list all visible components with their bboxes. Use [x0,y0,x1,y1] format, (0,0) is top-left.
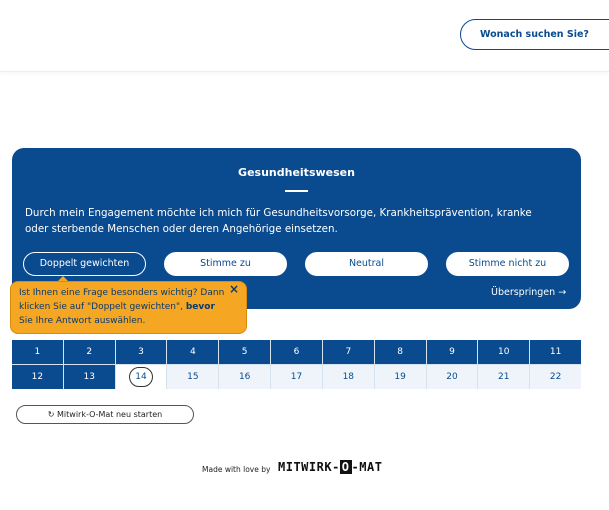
progress-cell[interactable]: 11 [530,340,581,364]
progress-cell[interactable]: 10 [478,340,529,364]
current-question-number: 14 [129,367,153,387]
progress-cell-current[interactable] [116,365,167,389]
disagree-button[interactable]: Stimme nicht zu [446,252,569,276]
title-divider [285,190,308,192]
progress-grid [12,340,581,389]
progress-cell[interactable]: 5 [219,340,270,364]
progress-cell[interactable]: 15 [167,365,218,389]
progress-cell[interactable]: 21 [478,365,529,389]
progress-cell[interactable]: 6 [271,340,322,364]
logo-right: -MAT [351,460,383,474]
logo-left: MITWIRK- [278,460,340,474]
progress-cell[interactable]: 17 [271,365,322,389]
logo-o: O [341,460,350,474]
progress-cell[interactable]: 1 [12,340,63,364]
progress-cell[interactable]: 12 [12,365,63,389]
agree-button[interactable]: Stimme zu [164,252,287,276]
hint-tooltip [10,281,247,334]
progress-cell[interactable]: 16 [219,365,270,389]
progress-cell[interactable]: 22 [530,365,581,389]
tooltip-text-bold: bevor [185,302,215,312]
made-with-text: Made with love by [202,465,271,474]
skip-link[interactable]: Überspringen → [491,287,567,298]
question-text: Durch mein Engagement möchte ich mich für Gesundheitsvorsorge, Krankheitsprävention, kranke oder sterbende Menschen oder deren Angehörige einsetzen. [25,207,532,235]
progress-cell[interactable]: 4 [167,340,218,364]
progress-cell[interactable]: 2 [64,340,115,364]
progress-cell[interactable]: 3 [116,340,167,364]
tooltip-text-start: Ist Ihnen eine Frage besonders wichtig? Dann klicken Sie auf "Doppelt gewichten", [19,288,225,312]
close-icon[interactable]: × [229,282,240,296]
neutral-button[interactable]: Neutral [305,252,428,276]
progress-cell[interactable]: 7 [323,340,374,364]
double-weight-button[interactable]: Doppelt gewichten [23,252,146,276]
progress-cell[interactable]: 20 [427,365,478,389]
top-bar [0,0,609,72]
progress-cell[interactable]: 19 [375,365,426,389]
search-button[interactable]: Wonach suchen Sie? [460,19,609,50]
progress-cell[interactable]: 8 [375,340,426,364]
progress-cell[interactable]: 18 [323,365,374,389]
mitwirk-o-mat-logo[interactable] [278,460,382,474]
progress-cell[interactable]: 9 [427,340,478,364]
question-title: Gesundheitswesen [238,166,355,179]
restart-button[interactable]: ↻ Mitwirk-O-Mat neu starten [16,405,194,424]
tooltip-text-end: Sie Ihre Antwort auswählen. [19,316,146,326]
progress-cell[interactable]: 13 [64,365,115,389]
